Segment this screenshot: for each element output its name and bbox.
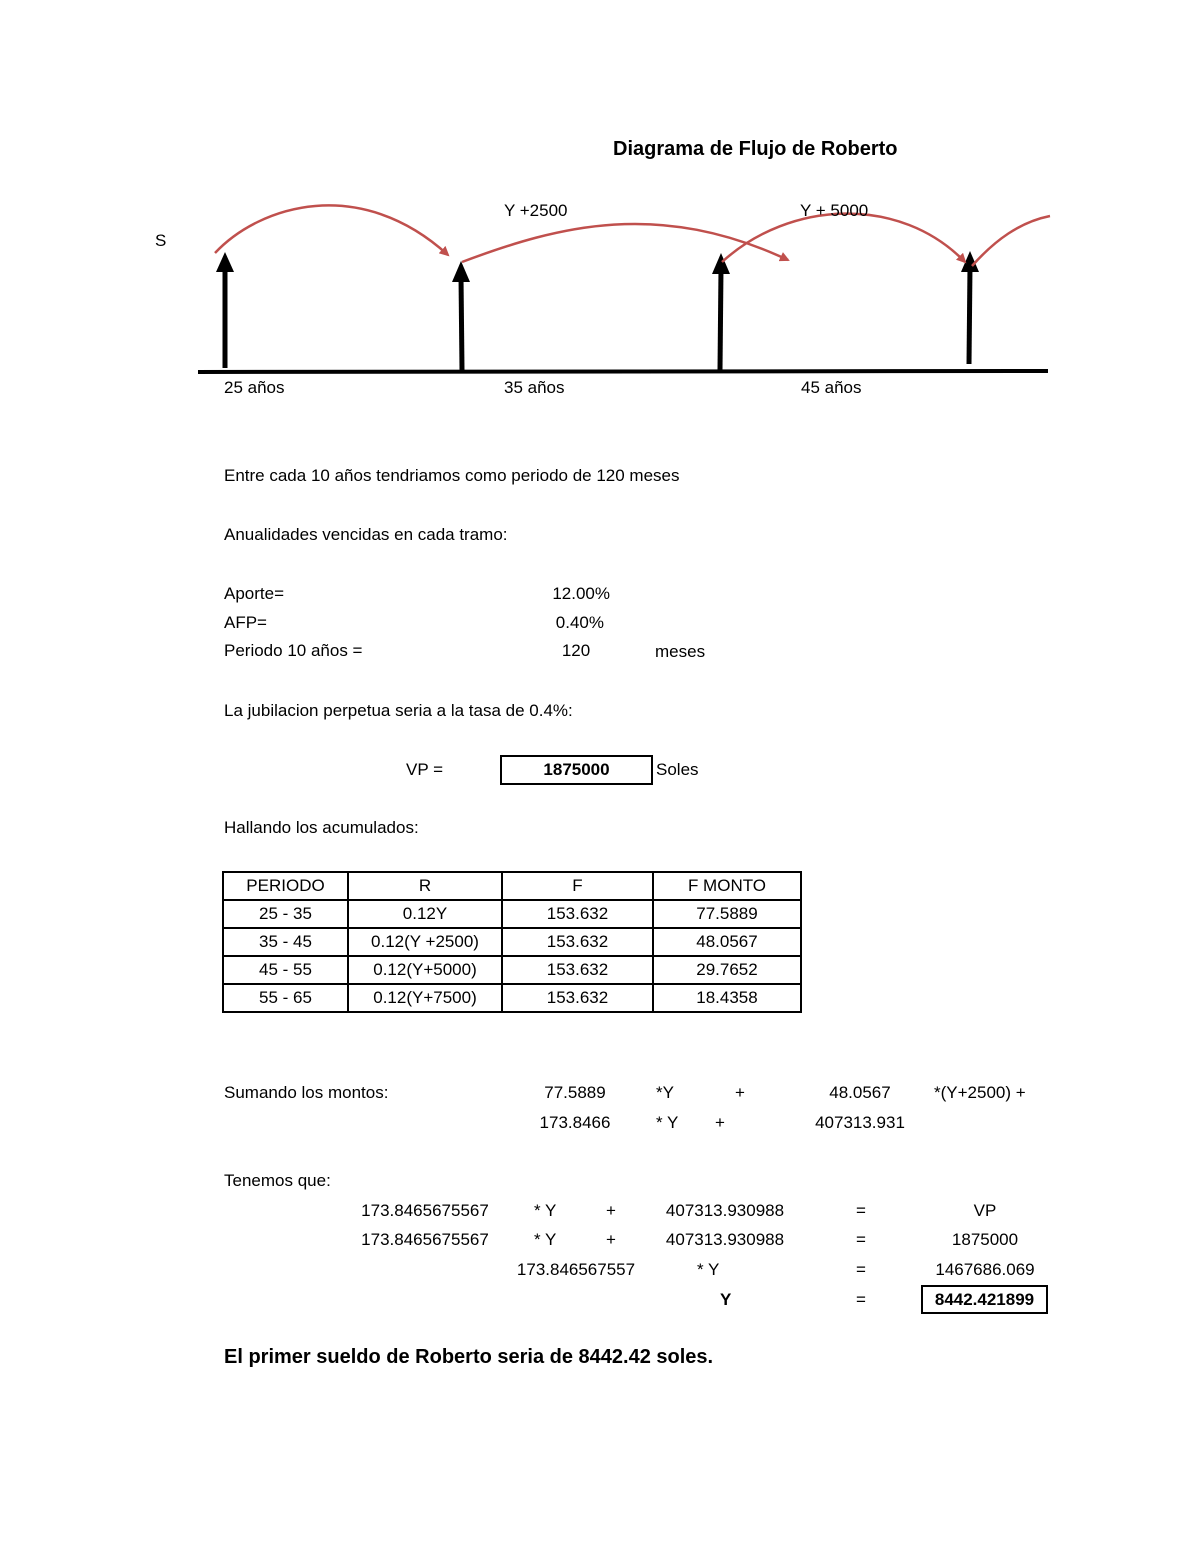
suma-label: Sumando los montos:: [224, 1083, 389, 1102]
age-label-3: 45 años: [801, 378, 862, 397]
conclusion-text: El primer sueldo de Roberto seria de 8442.42 soles.: [224, 1346, 714, 1368]
suma-r1-tail: *(Y+2500) +: [934, 1083, 1026, 1102]
growth-arc-2: [462, 224, 788, 262]
table-header-row: [223, 872, 801, 900]
tenemos-label: Tenemos que:: [224, 1171, 331, 1190]
growth-arrows: [215, 205, 1050, 266]
cell-periodo: 55 - 65: [223, 984, 348, 1012]
tenemos-r2-const: 407313.930988: [665, 1230, 785, 1249]
tenemos-r1-y: * Y: [534, 1201, 557, 1220]
tenemos-r2-coef: 173.8465675567: [361, 1230, 489, 1249]
table-row: [223, 900, 801, 928]
param-value-periodo: 120: [561, 641, 591, 660]
acumulados-title: Hallando los acumulados:: [224, 818, 419, 837]
cell-periodo: 25 - 35: [223, 900, 348, 928]
param-value-aporte: 12.00%: [552, 584, 610, 603]
tenemos-r2-plus: +: [606, 1230, 616, 1249]
param-label-aporte: Aporte=: [224, 584, 285, 603]
tenemos-r2-rhs: 1875000: [951, 1230, 1019, 1249]
deposit-arrowhead-2: [452, 261, 470, 282]
vp-label: VP =: [406, 760, 444, 779]
tenemos-r4-eq: =: [856, 1290, 866, 1309]
tenemos-r1-const: 407313.930988: [665, 1201, 785, 1220]
param-value-afp: 0.40%: [555, 613, 604, 632]
header-r: R: [348, 872, 502, 900]
intro-line-1: Entre cada 10 años tendriamos como periodo de 120 meses: [224, 466, 680, 485]
deposit-arrowhead-1: [216, 252, 234, 272]
cash-flow-diagram: [0, 0, 1200, 420]
y-label-2: Y + 5000: [800, 201, 869, 220]
growth-arc-1: [215, 205, 448, 255]
age-label-2: 35 años: [504, 378, 565, 397]
cell-r: 0.12(Y +2500): [348, 928, 502, 956]
suma-r2-coef: 173.8466: [539, 1113, 611, 1132]
cell-periodo: 35 - 45: [223, 928, 348, 956]
param-label-periodo: Periodo 10 años =: [224, 641, 363, 660]
cell-f: 153.632: [502, 956, 653, 984]
suma-r1-coef2: 48.0567: [829, 1083, 891, 1102]
intro-line-2: Anualidades vencidas en cada tramo:: [224, 525, 508, 544]
cell-f: 153.632: [502, 984, 653, 1012]
param-label-afp: AFP=: [224, 613, 267, 632]
tenemos-r3-eq: =: [856, 1260, 866, 1279]
param-unit-periodo: meses: [655, 642, 706, 661]
tenemos-r1-coef: 173.8465675567: [361, 1201, 489, 1220]
cell-r: 0.12Y: [348, 900, 502, 928]
tenemos-r1-plus: +: [606, 1201, 616, 1220]
time-axis: [198, 371, 1048, 372]
cell-r: 0.12(Y+7500): [348, 984, 502, 1012]
deposit-arrow-4: [969, 266, 970, 364]
header-f-monto: F MONTO: [653, 872, 801, 900]
suma-r1-plus: +: [735, 1083, 745, 1102]
cell-f: 153.632: [502, 900, 653, 928]
age-label-1: 25 años: [224, 378, 285, 397]
suma-r2-const: 407313.931: [815, 1113, 905, 1132]
cell-f-monto: 18.4358: [653, 984, 801, 1012]
tenemos-r3-coef: 173.846567557: [516, 1260, 636, 1279]
y-label-1: Y +2500: [504, 201, 568, 220]
deposit-arrow-3: [720, 268, 721, 370]
deposit-arrows: [216, 251, 979, 370]
diagram-title: Diagrama de Flujo de Roberto: [613, 138, 898, 160]
tenemos-r1-eq: =: [856, 1201, 866, 1220]
vp-unit: Soles: [656, 760, 699, 779]
header-periodo: PERIODO: [223, 872, 348, 900]
header-f: F: [502, 872, 653, 900]
table-row: [223, 956, 801, 984]
tenemos-r4-y: Y: [720, 1290, 732, 1309]
cell-r: 0.12(Y+5000): [348, 956, 502, 984]
cell-periodo: 45 - 55: [223, 956, 348, 984]
tenemos-r1-rhs: VP: [973, 1201, 997, 1220]
growth-arc-4: [972, 216, 1050, 266]
tenemos-r2-y: * Y: [534, 1230, 557, 1249]
tenemos-r2-eq: =: [856, 1230, 866, 1249]
suma-r2-y: * Y: [656, 1113, 679, 1132]
tenemos-r3-rhs: 1467686.069: [935, 1260, 1035, 1279]
tenemos-r3-y: * Y: [697, 1260, 720, 1279]
cell-f-monto: 77.5889: [653, 900, 801, 928]
table-row: [223, 928, 801, 956]
acumulados-table: [222, 871, 802, 1013]
deposit-arrow-2: [461, 276, 462, 370]
perpetua-text: La jubilacion perpetua seria a la tasa de 0.4%:: [224, 701, 573, 720]
vp-value-box: 1875000: [500, 755, 653, 785]
suma-r1-y: *Y: [656, 1083, 674, 1102]
suma-r1-coef: 77.5889: [544, 1083, 606, 1102]
s-label: S: [155, 231, 167, 250]
cell-f-monto: 29.7652: [653, 956, 801, 984]
result-y-box: 8442.421899: [921, 1285, 1048, 1314]
cell-f: 153.632: [502, 928, 653, 956]
cell-f-monto: 48.0567: [653, 928, 801, 956]
suma-r2-plus: +: [715, 1113, 725, 1132]
table-row: [223, 984, 801, 1012]
